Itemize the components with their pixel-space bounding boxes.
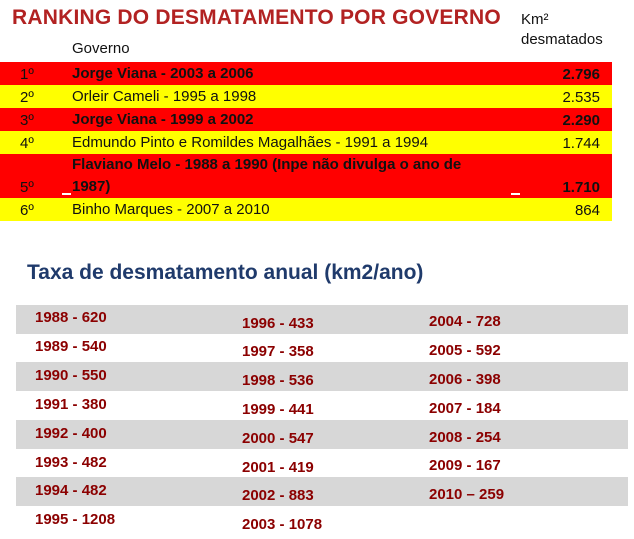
- rate-cell: 2001 - 419: [242, 459, 314, 476]
- row-band: [16, 477, 628, 506]
- rate-cell: 1995 - 1208: [35, 511, 116, 528]
- rank-row: [0, 85, 612, 108]
- rank-government: Binho Marques - 2007 a 2010: [72, 201, 270, 218]
- rank-row: [0, 198, 612, 221]
- rate-cell: 1990 - 550: [35, 367, 107, 384]
- gov-column-header: Governo: [72, 40, 130, 57]
- rank-value: 1.710: [562, 179, 600, 196]
- rank-government: Orleir Cameli - 1995 a 1998: [72, 88, 257, 105]
- rate-cell: 1996 - 433: [242, 315, 314, 332]
- rank-position: 5º: [20, 179, 34, 196]
- rank-position: 2º: [20, 89, 34, 106]
- rank-value: 2.535: [562, 89, 600, 106]
- rate-cell: 1999 - 441: [242, 401, 314, 418]
- rank-position: 1º: [20, 66, 34, 83]
- km-header: [521, 10, 631, 50]
- rank-row: [0, 154, 612, 198]
- row-band: [16, 305, 628, 334]
- rate-cell: 1991 - 380: [35, 396, 107, 413]
- rate-cell: 2009 - 167: [429, 457, 501, 474]
- cell-border-mark: [62, 193, 71, 195]
- ranking-title: RANKING DO DESMATAMENTO POR GOVERNO: [12, 6, 501, 29]
- rank-position: 6º: [20, 202, 34, 219]
- annual-rate-title: Taxa de desmatamento anual (km2/ano): [27, 261, 424, 284]
- rate-cell: 2004 - 728: [429, 313, 501, 330]
- rate-cell: 2003 - 1078: [242, 516, 323, 533]
- rate-cell: 1994 - 482: [35, 482, 107, 499]
- rate-cell: 2008 - 254: [429, 429, 501, 446]
- rate-cell: 2000 - 547: [242, 430, 314, 447]
- rank-row: [0, 108, 612, 131]
- rank-government: Edmundo Pinto e Romildes Magalhães - 1991 a 1994: [72, 134, 429, 151]
- km-label: desmatados: [521, 31, 603, 48]
- rate-cell: 2007 - 184: [429, 400, 501, 417]
- rate-cell: 1989 - 540: [35, 338, 107, 355]
- rank-position: 3º: [20, 112, 34, 129]
- km-unit: Km²: [521, 11, 549, 28]
- ranking-table: [0, 62, 612, 221]
- row-band: [16, 420, 628, 449]
- rank-government: Flaviano Melo - 1988 a 1990 (Inpe não divulga o ano de 1987): [72, 156, 462, 195]
- rank-value: 864: [574, 202, 600, 219]
- rank-row: [0, 62, 612, 85]
- rank-position: 4º: [20, 135, 34, 152]
- row-band: [16, 362, 628, 391]
- rate-cell: 1997 - 358: [242, 343, 314, 360]
- rate-cell: 1993 - 482: [35, 454, 107, 471]
- rate-cell: 1988 - 620: [35, 309, 107, 326]
- rate-cell: 2006 - 398: [429, 371, 501, 388]
- rate-cell: 1992 - 400: [35, 425, 107, 442]
- rate-cell: 1998 - 536: [242, 372, 314, 389]
- rate-cell: 2005 - 592: [429, 342, 501, 359]
- rank-value: 2.290: [562, 112, 600, 129]
- rank-row: [0, 131, 612, 154]
- rank-government: Jorge Viana - 2003 a 2006: [72, 65, 254, 82]
- rate-cell: 2002 - 883: [242, 487, 314, 504]
- rank-value: 1.744: [562, 135, 600, 152]
- rank-value: 2.796: [562, 66, 600, 83]
- cell-border-mark: [511, 193, 520, 195]
- rank-government: Jorge Viana - 1999 a 2002: [72, 111, 254, 128]
- rate-cell: 2010 – 259: [429, 486, 505, 503]
